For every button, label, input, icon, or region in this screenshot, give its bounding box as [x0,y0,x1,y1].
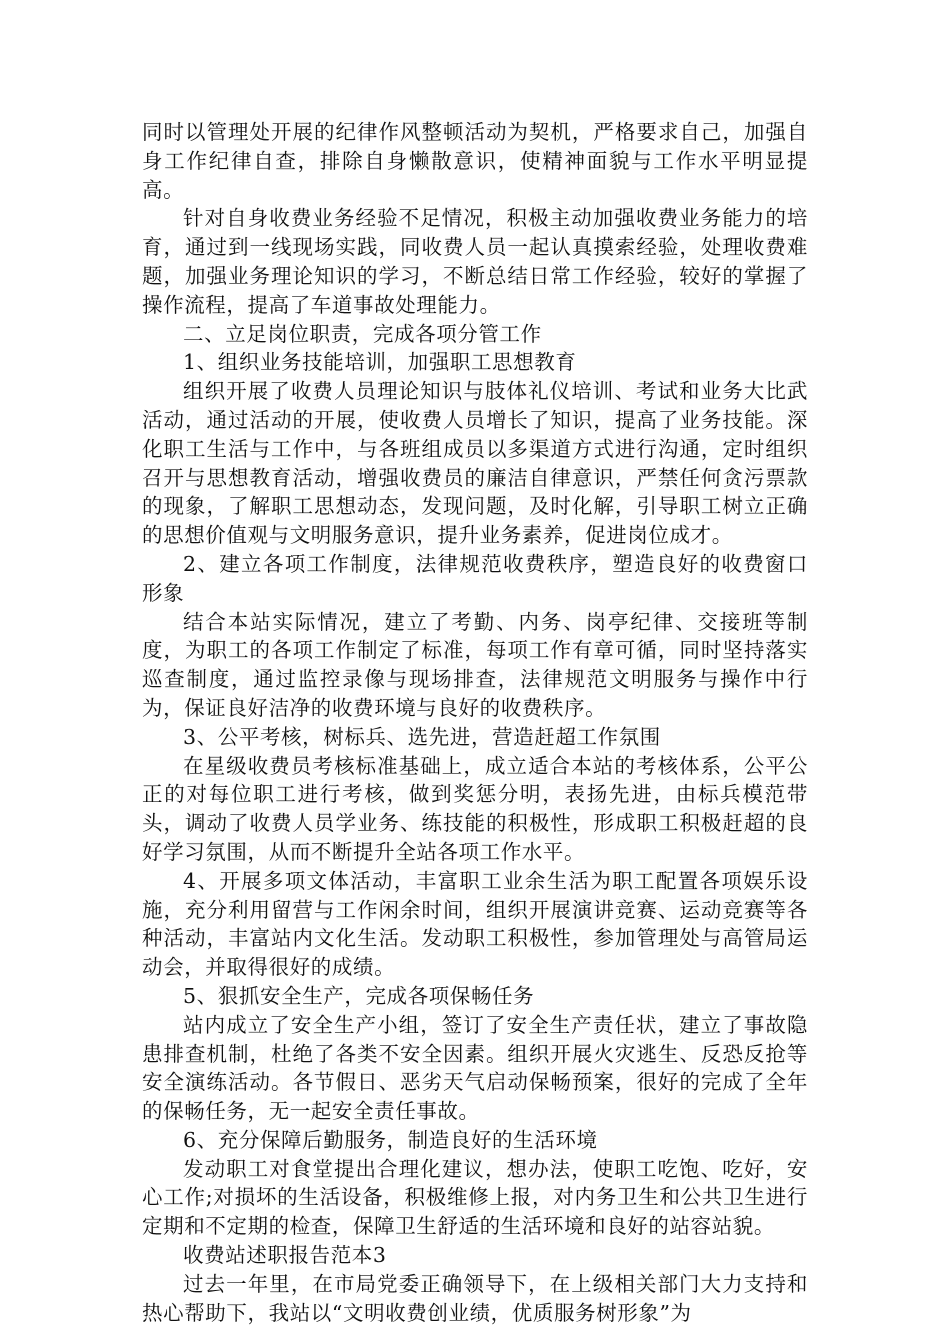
paragraph: 组织开展了收费人员理论知识与肢体礼仪培训、考试和业务大比武活动，通过活动的开展，使收费人员增长了知识，提高了业务技能。深化职工生活与工作中，与各班组成员以多渠道方式进行沟通，定时组织召开与思想教育活动，增强收费员的廉洁自律意识，严禁任何贪污票款的现象，了解职工思想动态，发现问题，及时化解，引导职工树立正确的思想价值观与文明服务意识，提升业务素养，促进岗位成才。 [142,379,808,548]
document-body [142,118,808,1327]
paragraph: 在星级收费员考核标准基础上，成立适合本站的考核体系，公平公正的对每位职工进行考核，做到奖惩分明，表扬先进，由标兵模范带头，调动了收费人员学业务、练技能的积极性，形成职工积极赶超的良好学习氛围，从而不断提升全站各项工作水平。 [142,753,808,864]
subsection-heading: 1、组织业务技能培训，加强职工思想教育 [183,350,577,375]
subsection-heading: 5、狠抓安全生产，完成各项保畅任务 [183,983,535,1008]
paragraph: 结合本站实际情况，建立了考勤、内务、岗亭纪律、交接班等制度，为职工的各项工作制定了标准，每项工作有章可循，同时坚持落实巡查制度，通过监控录像与现场排查，法律规范文明服务与操作中行为，保证良好洁净的收费环境与良好的收费秩序。 [142,609,808,720]
subsection-heading: 3、公平考核，树标兵、选先进，营造赶超工作氛围 [183,724,661,749]
subsection-heading: 6、充分保障后勤服务，制造良好的生活环境 [183,1127,598,1152]
paragraph: 过去一年里，在市局党委正确领导下，在上级相关部门大力支持和热心帮助下，我站以“文明收费创业绩，优质服务树形象”为 [142,1271,808,1325]
paragraph: 同时以管理处开展的纪律作风整顿活动为契机，严格要求自己，加强自身工作纪律自查，排除自身懒散意识，使精神面貌与工作水平明显提高。 [142,120,808,202]
paragraph: 针对自身收费业务经验不足情况，积极主动加强收费业务能力的培育，通过到一线现场实践，同收费人员一起认真摸索经验，处理收费难题，加强业务理论知识的学习，不断总结日常工作经验，较好的掌握了操作流程，提高了车道事故处理能力。 [142,206,808,317]
document-title: 收费站述职报告范本3 [183,1243,387,1268]
paragraph: 站内成立了安全生产小组，签订了安全生产责任状，建立了事故隐患排查机制，杜绝了各类不安全因素。组织开展火灾逃生、反恐反抢等安全演练活动。各节假日、恶劣天气启动保畅预案，很好的完成了全年的保畅任务，无一起安全责任事故。 [142,1012,808,1124]
paragraph: 4、开展多项文体活动，丰富职工业余生活为职工配置各项娱乐设施，充分利用留营与工作闲余时间，组织开展演讲竞赛、运动竞赛等各种活动，丰富站内文化生活。发动职工积极性，参加管理处与高管局运动会，并取得很好的成绩。 [142,868,808,980]
section-heading: 二、立足岗位职责，完成各项分管工作 [183,321,542,346]
subsection-heading: 2、建立各项工作制度，法律规范收费秩序，塑造良好的收费窗口形象 [142,551,808,605]
paragraph: 发动职工对食堂提出合理化建议，想办法，使职工吃饱、吃好，安心工作;对损坏的生活设备，积极维修上报，对内务卫生和公共卫生进行定期和不定期的检查，保障卫生舒适的生活环境和良好的站容站貌。 [142,1156,808,1239]
